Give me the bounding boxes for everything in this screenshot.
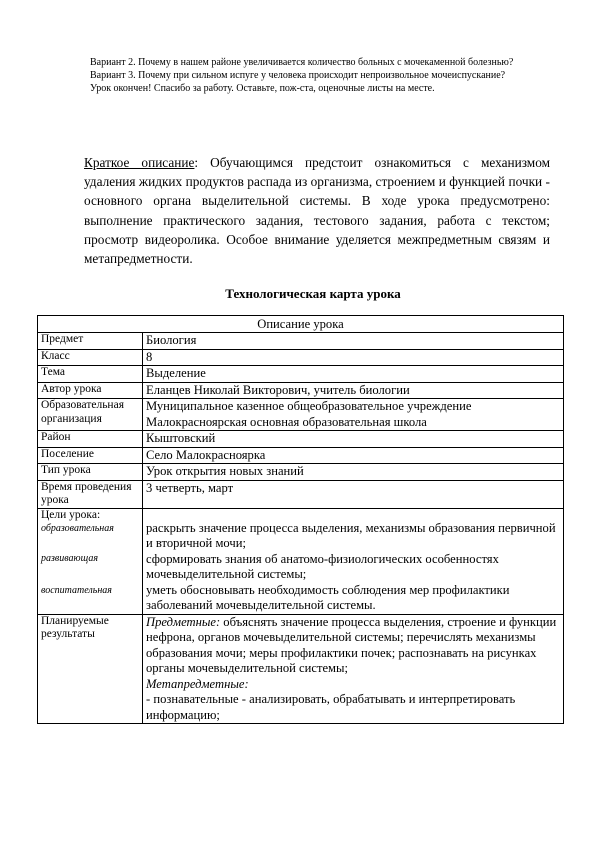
summary-label: Краткое описание xyxy=(84,155,195,170)
table-row xyxy=(38,366,564,383)
intro-line: Вариант 3. Почему при сильном испуге у человека происходит непроизвольное мочеиспускание? xyxy=(90,70,506,81)
table-row xyxy=(38,464,564,481)
subject-results-text: объяснять значение процесса выделения, строение и функции нефрона, органов мочевыделительной системы; перечислять механизмы образования мочи; меры профилактики почек; распознавать на рисунках органы мочевыделительной системы; xyxy=(146,614,557,675)
results-label: Планируемые результаты xyxy=(38,614,143,724)
intro-text xyxy=(90,56,540,95)
row-value: Биология xyxy=(143,333,564,350)
row-label: Время проведения урока xyxy=(38,480,143,508)
row-value: 8 xyxy=(143,349,564,366)
results-row xyxy=(38,614,564,724)
row-value: Еланцев Николай Викторович, учитель биологии xyxy=(143,382,564,399)
goal-type-upbringing: воспитательная xyxy=(41,585,112,596)
table-row xyxy=(38,349,564,366)
meta-results-label: Метапредметные: xyxy=(146,676,249,691)
row-value: Кыштовский xyxy=(143,431,564,448)
row-label: Образовательная организация xyxy=(38,399,143,431)
row-label: Тип урока xyxy=(38,464,143,481)
table-header: Описание урока xyxy=(38,316,564,333)
summary-text: : Обучающимся предстоит ознакомиться с механизмом удаления жидких продуктов распада из организма, строением и функцией почки - основного органа выделительной системы. В ходе урока предусмотрено: выполнение практического задания, тестового задания, работа с текстом; просмотр видеоролика. Особое внимание уделяется межпредметным связям и метапредметности. xyxy=(84,155,551,267)
row-label: Тема xyxy=(38,366,143,383)
intro-line: Вариант 2. Почему в нашем районе увеличивается количество больных с мочекаменной болезнью? xyxy=(90,57,514,68)
table-header-row xyxy=(38,316,564,333)
goal-developing-text: сформировать знания об анатомо-физиологических особенностях мочевыделительной системы; xyxy=(146,551,499,581)
goal-upbringing-text: уметь обосновывать необходимость соблюдения мер профилактики заболеваний мочевыделительной системы. xyxy=(146,582,510,612)
card-title: Технологическая карта урока xyxy=(225,286,401,301)
lesson-table xyxy=(37,315,564,724)
subject-results-label: Предметные: xyxy=(146,614,221,629)
summary-paragraph xyxy=(84,153,550,268)
table-row xyxy=(38,333,564,350)
table-row xyxy=(38,399,564,431)
meta-results-text: - познавательные - анализировать, обрабатывать и интерпретировать информацию; xyxy=(146,692,516,722)
intro-line: Урок окончен! Спасибо за работу. Оставьте, пож-ста, оценочные листы на месте. xyxy=(90,83,435,94)
goal-type-educational: образовательная xyxy=(41,523,114,534)
table-row xyxy=(38,447,564,464)
row-label: Предмет xyxy=(38,333,143,350)
table-row xyxy=(38,431,564,448)
row-label: Автор урока xyxy=(38,382,143,399)
row-label: Класс xyxy=(38,349,143,366)
row-value: Муниципальное казенное общеобразовательное учреждение Малокрасноярская основная образовательная школа xyxy=(143,399,564,431)
goals-row xyxy=(38,508,564,614)
goals-value-cell xyxy=(143,508,564,614)
goal-type-developing: развивающая xyxy=(41,552,99,564)
row-value: 3 четверть, март xyxy=(143,480,564,508)
goal-educational-text: раскрыть значение процесса выделения, механизмы образования первичной и вторичной мочи; xyxy=(146,520,556,550)
row-label: Поселение xyxy=(38,447,143,464)
table-row xyxy=(38,480,564,508)
results-value-cell xyxy=(143,614,564,724)
row-value: Село Малокрасноярка xyxy=(143,447,564,464)
row-value: Урок открытия новых знаний xyxy=(143,464,564,481)
goals-label-cell xyxy=(38,508,143,614)
goals-label: Цели урока: xyxy=(41,508,101,521)
row-value: Выделение xyxy=(143,366,564,383)
row-label: Район xyxy=(38,431,143,448)
table-row xyxy=(38,382,564,399)
